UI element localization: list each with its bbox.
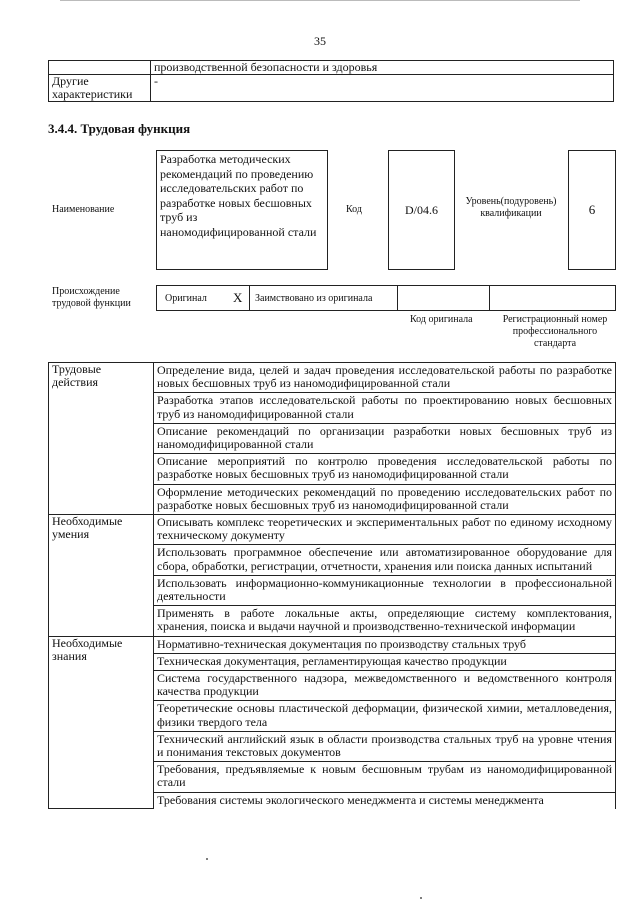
table-row [49, 61, 614, 75]
top-edge-line [60, 0, 580, 1]
scan-speck [206, 858, 208, 860]
table-row [49, 515, 616, 545]
knowledge-label: Необходимые знания [49, 636, 154, 809]
table-cell: Нормативно-техническая документация по производству стальных труб [154, 636, 616, 653]
skills-label: Необходимые умения [49, 515, 154, 637]
reg-number-caption: Регистрационный номер профессионального стандарта [502, 314, 608, 349]
level-label: Уровень(подуровень) квалификации [465, 196, 557, 219]
table-cell: Описывать комплекс теоретических и экспериментальных работ по единому исходному техническому документу [154, 515, 616, 545]
original-label: Оригинал [165, 292, 207, 304]
origin-label: Происхождение трудовой функции [52, 286, 131, 309]
qualification-level-box [568, 150, 616, 270]
divider [489, 286, 490, 310]
other-characteristics-value: - [151, 75, 614, 102]
table-cell: Технический английский язык в области производства стальных труб на уровне чтения и понимания текстовых документов [154, 731, 616, 761]
table-cell: Описание рекомендаций по организации разработки новых бесшовных труб из наномодифицированной стали [154, 423, 616, 453]
table-cell: Использовать информационно-коммуникационные технологии в профессиональной деятельности [154, 575, 616, 605]
table-row [49, 636, 616, 653]
table-row [49, 75, 614, 102]
code-original-caption: Код оригинала [410, 314, 473, 325]
borrowed-label: Заимствовано из оригинала [255, 292, 373, 304]
table-cell [49, 61, 151, 75]
origin-row [156, 285, 616, 311]
continuation-table [48, 60, 614, 102]
scan-speck [420, 897, 422, 899]
code-label: Код [346, 204, 362, 215]
name-label: Наименование [52, 204, 115, 215]
table-cell: Техническая документация, регламентирующая качество продукции [154, 653, 616, 670]
function-details-table [48, 362, 616, 809]
table-cell: Разработка этапов исследовательской работы по проектированию новых бесшовных труб из наномодифицированной стали [154, 393, 616, 423]
labor-actions-label: Трудовые действия [49, 363, 154, 515]
function-name-box: Разработка методических рекомендаций по проведению исследовательских работ по разработке новых бесшовных труб из наномодифицированной стали [156, 150, 328, 270]
table-row [49, 363, 616, 393]
function-code-value: D/04.6 [405, 202, 438, 217]
table-cell: производственной безопасности и здоровья [151, 61, 614, 75]
table-cell: Оформление методических рекомендаций по проведению исследовательских работ по разработке новых бесшовных труб из наномодифицированной стали [154, 484, 616, 514]
table-cell: Система государственного надзора, межведомственного и ведомственного контроля качества продукции [154, 671, 616, 701]
function-code-box [388, 150, 455, 270]
original-mark: X [233, 290, 243, 305]
other-characteristics-label: Другие характеристики [49, 75, 151, 102]
qualification-level-value: 6 [588, 202, 596, 217]
table-cell: Описание мероприятий по контролю проведения исследовательской работы по разработке новых бесшовных труб из наномодифицированной стали [154, 454, 616, 484]
table-cell: Теоретические основы пластической деформации, физической химии, металловедения, физики твердого тела [154, 701, 616, 731]
table-cell: Применять в работе локальные акты, определяющие систему комплектования, хранения, поиска и выдачи научной и производственно-технической информации [154, 606, 616, 636]
page-number: 35 [314, 34, 326, 48]
divider [249, 286, 250, 310]
table-cell: Определение вида, целей и задач проведения исследовательской работы по разработке новых бесшовных труб из наномодифицированной стали [154, 363, 616, 393]
table-cell: Требования системы экологического менеджмента и системы менеджмента [154, 792, 616, 809]
section-heading: 3.4.4. Трудовая функция [48, 121, 191, 136]
divider [397, 286, 398, 310]
table-cell: Требования, предъявляемые к новым бесшовным трубам из наномодифицированной стали [154, 762, 616, 792]
table-cell: Использовать программное обеспечение или автоматизированное оборудование для сбора, обработки, регистрации, отчетности, хранения или поиска данных испытаний [154, 545, 616, 575]
